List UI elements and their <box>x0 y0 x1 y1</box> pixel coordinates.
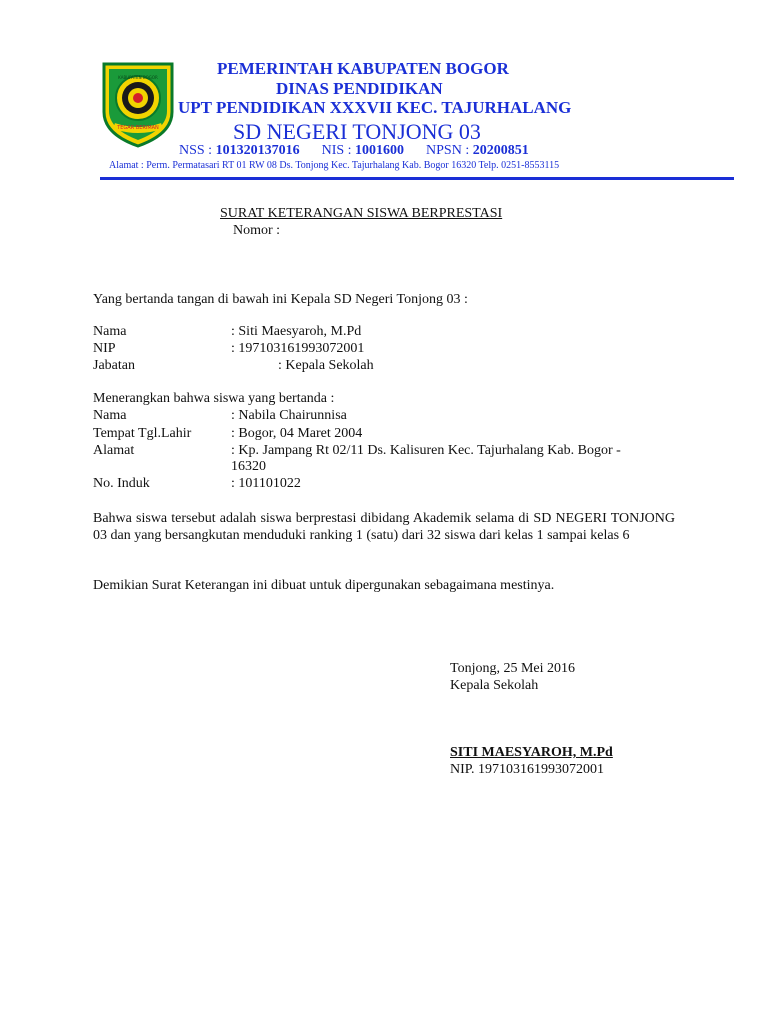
school-identifiers <box>179 143 529 159</box>
student-id-label: No. Induk <box>93 476 150 491</box>
letterhead-department: DINAS PENDIDIKAN <box>276 79 443 98</box>
student-name-label: Nama <box>93 408 127 423</box>
signer-position-value: : Kepala Sekolah <box>278 358 374 373</box>
nis-value: 1001600 <box>355 143 405 158</box>
nis-label: NIS : <box>321 143 356 158</box>
signature-nip: NIP. 197103161993072001 <box>450 762 605 777</box>
student-address-value-cont: 16320 <box>231 459 266 474</box>
letterhead-upt: UPT PENDIDIKAN XXXVII KEC. TAJURHALANG <box>178 98 572 117</box>
intro-text: Yang bertanda tangan di bawah ini Kepala SD Negeri Tonjong 03 : <box>93 292 468 307</box>
achievement-statement: Bahwa siswa tersebut adalah siswa berprestasi dibidang Akademik selama di SD NEGERI TONJONG 03 dan yang bersangkutan menduduki ranking 1 (satu) dari 32 siswa dari kelas 1 sampai kelas 6 <box>93 511 675 543</box>
student-address-label: Alamat <box>93 443 135 458</box>
student-birth-value: : Bogor, 04 Maret 2004 <box>231 426 363 441</box>
school-address: Alamat : Perm. Permatasari RT 01 RW 08 Ds. Tonjong Kec. Tajurhalang Kab. Bogor 16320 Telp. 0251-8553115 <box>109 160 560 171</box>
student-name-value: : Nabila Chairunnisa <box>231 408 347 423</box>
signer-nip-label: NIP <box>93 341 116 356</box>
document-title: SURAT KETERANGAN SISWA BERPRESTASI <box>220 206 503 221</box>
signature-place-date: Tonjong, 25 Mei 2016 <box>450 661 576 676</box>
nss-value: 101320137016 <box>215 143 300 158</box>
letterhead-government: PEMERINTAH KABUPATEN BOGOR <box>217 59 509 78</box>
signer-name-value: : Siti Maesyaroh, M.Pd <box>231 324 362 339</box>
letterhead-school-name: SD NEGERI TONJONG 03 <box>233 119 481 144</box>
student-intro: Menerangkan bahwa siswa yang bertanda : <box>93 391 335 406</box>
logo-motto: TEGAR BERIMAN <box>117 125 159 131</box>
signer-position-label: Jabatan <box>93 358 135 373</box>
student-id-value: : 101101022 <box>231 476 301 491</box>
student-birth-label: Tempat Tgl.Lahir <box>93 426 192 441</box>
signature-position: Kepala Sekolah <box>450 678 539 693</box>
npsn-label: NPSN : <box>426 143 473 158</box>
signature-name: SITI MAESYAROH, M.Pd <box>450 745 613 760</box>
letterhead-divider <box>100 177 734 180</box>
nss-label: NSS : <box>179 143 216 158</box>
logo-text-top: KABUPATEN BOGOR <box>118 75 158 80</box>
signer-nip-value: : 197103161993072001 <box>231 341 365 356</box>
student-address-value: : Kp. Jampang Rt 02/11 Ds. Kalisuren Kec. Tajurhalang Kab. Bogor - <box>231 443 621 458</box>
kabupaten-bogor-logo <box>100 60 176 148</box>
closing-text: Demikian Surat Keterangan ini dibuat untuk dipergunakan sebagaimana mestinya. <box>93 578 555 593</box>
signer-name-label: Nama <box>93 324 127 339</box>
document-number: Nomor : <box>233 223 281 238</box>
npsn-value: 20200851 <box>472 143 529 158</box>
